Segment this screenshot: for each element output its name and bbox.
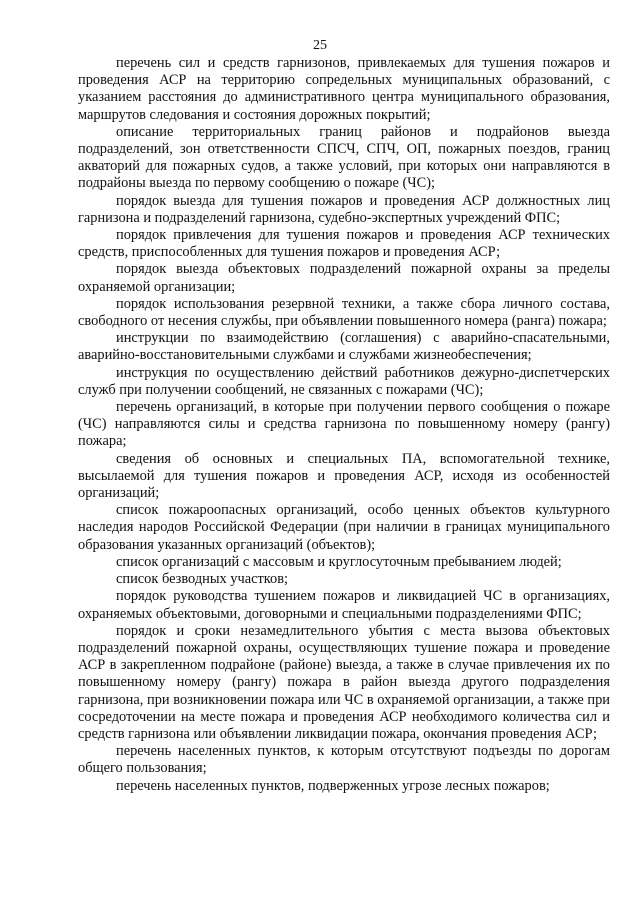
body-text [78, 55, 610, 795]
page-number: 25 [313, 38, 327, 53]
paragraph: перечень организаций, в которые при получении первого сообщения о пожаре (ЧС) направляются силы и средства гарнизона по повышенному номеру (рангу) пожара; [78, 399, 610, 450]
paragraph: порядок использования резервной техники, а также сбора личного состава, свободного от несения службы, при объявлении повышенного номера (ранга) пожара; [78, 295, 610, 330]
paragraph: порядок выезда для тушения пожаров и проведения АСР должностных лиц гарнизона и подразделений гарнизона, судебно-экспертных учреждений ФПС; [78, 192, 610, 226]
paragraph: описание территориальных границ районов и подрайонов выезда подразделений, зон ответственности СПСЧ, СПЧ, ОП, пожарных поездов, границ акваторий для пожарных судов, а также условий, при которых они направляются в подрайоны выезда по первому сообщению о пожаре (ЧС); [78, 123, 610, 192]
paragraph: список организаций с массовым и круглосуточным пребыванием людей; [116, 553, 562, 570]
paragraph: перечень сил и средств гарнизонов, привлекаемых для тушения пожаров и проведения АСР на территорию сопредельных муниципальных образований, с указанием расстояния до административного центра муниципального образования, маршрутов следования и состояния дорожных покрытий; [78, 55, 610, 123]
paragraph: перечень населенных пунктов, к которым отсутствуют подъезды по дорогам общего пользования; [78, 743, 610, 777]
paragraph: порядок и сроки незамедлительного убытия с места вызова объектовых подразделений пожарной охраны, осуществляющих тушение пожара и проведение АСР в закрепленном подрайоне (районе) выезда, а также в случае привлечения их по повышенному номеру (рангу) пожара в район выезда другого подразделения гарнизона, при возникновении пожара или ЧС в охраняемой организации, а также при сосредоточении на месте пожара и проведения АСР необходимого количества сил и средств гарнизона или объявлении ликвидации пожара, окончания проведения АСР; [78, 622, 610, 742]
paragraph: список безводных участков; [116, 571, 289, 588]
paragraph: инструкции по взаимодействию (соглашения) с аварийно-спасательными, аварийно-восстановительными службами и службами жизнеобеспечения; [78, 330, 610, 364]
paragraph: порядок выезда объектовых подразделений пожарной охраны за пределы охраняемой организации; [78, 261, 610, 295]
paragraph: сведения об основных и специальных ПА, вспомогательной технике, высылаемой для тушения пожаров и проведения АСР, исходя из особенностей организаций; [78, 450, 610, 502]
paragraph: список пожароопасных организаций, особо ценных объектов культурного наследия народов Российской Федерации (при наличии в границах муниципального образования указанных организаций (объектов); [78, 502, 610, 553]
paragraph: перечень населенных пунктов, подверженных угрозе лесных пожаров; [116, 777, 550, 794]
paragraph: порядок привлечения для тушения пожаров и проведения АСР технических средств, приспособленных для тушения пожаров и проведения АСР; [78, 227, 610, 261]
paragraph: инструкция по осуществлению действий работников дежурно-диспетчерских служб при получении сообщений, не связанных с пожарами (ЧС); [78, 364, 610, 398]
paragraph: порядок руководства тушением пожаров и ликвидацией ЧС в организациях, охраняемых объектовыми, договорными и специальными подразделениями ФПС; [78, 588, 610, 622]
